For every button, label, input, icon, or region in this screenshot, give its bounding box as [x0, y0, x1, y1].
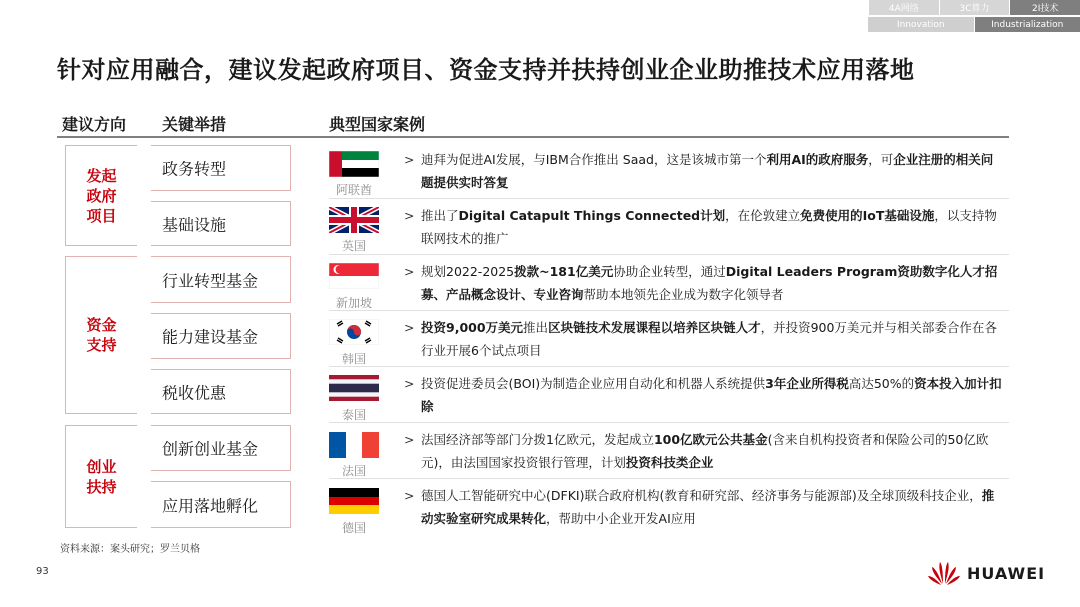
france-flag-icon [329, 432, 379, 458]
case-segment: 迪拜为促进AI发展，与IBM合作推出 Saad，这是该城市第一个 [421, 152, 767, 167]
uae-flag-icon [329, 151, 379, 177]
header-rule [57, 136, 1009, 138]
case-highlight: 拨款~181亿美元 [514, 264, 614, 279]
case-highlight: 3年企业所得税 [765, 376, 849, 391]
measure-label: 行业转型基金 [162, 271, 259, 290]
case-text: > 推出了Digital Catapult Things Connected计划，在伦敦建立免费使用的IoT基础设施，以支持物联网技术的推广 [404, 208, 997, 246]
uk-flag-icon [329, 207, 379, 233]
measure-row [151, 313, 291, 359]
row-divider [329, 422, 1009, 423]
case-highlight: 100亿欧元公共基金 [653, 432, 768, 447]
case-segment: ，在伦敦建立 [725, 208, 801, 223]
case-text: > 投资9,000万美元推出区块链技术发展课程以培养区块链人才，并投资900万美元并与相关部委合作在各行业开展6个试点项目 [404, 320, 997, 358]
measure-row [151, 145, 291, 191]
group-startup-support [65, 425, 137, 528]
case-segment: 投资促进委员会(BOI)为制造企业应用自动化和机器人系统提供 [421, 376, 766, 391]
country-label: 泰国 [341, 408, 366, 422]
case-highlight: 投资科技类企业 [625, 455, 714, 470]
case-segment: 德国人工智能研究中心(DFKI)联合政府机构(教育和研究部、经济事务与能源部)及全球顶级科技企业， [421, 488, 982, 503]
row-divider [329, 478, 1009, 479]
case-segment: 法国经济部等部门分拨1亿欧元，发起成立 [421, 432, 654, 447]
tab-3c-compute[interactable]: 3C算力 [940, 0, 1010, 15]
group-government-projects [65, 145, 137, 246]
case-highlight: 资本投入加计扣除 [421, 376, 1002, 414]
case-segment: ，并投资900万美元并与相关部委合作在各行业开展6个试点项目 [421, 320, 997, 358]
country-label: 新加坡 [335, 296, 372, 310]
measure-label: 政务转型 [162, 159, 227, 179]
row-divider [329, 254, 1009, 255]
case-highlight: 免费使用的IoT基础设施 [800, 208, 935, 223]
measure-row [151, 256, 291, 303]
case-highlight: 推动实验室研究成果转化 [421, 488, 995, 526]
case-text: > 规划2022-2025拨款~181亿美元协助企业转型，通过Digital Leaders Program资助数字化人才招募、产品概念设计、专业咨询帮助本地领先企业成为数字化领导者 [404, 264, 998, 302]
thailand-flag-icon [329, 375, 379, 401]
huawei-logo [927, 560, 1045, 586]
korea-flag-icon [329, 319, 379, 345]
page-number: 93 [36, 566, 49, 577]
source-note: 资料来源：案头研究；罗兰贝格 [60, 544, 200, 555]
header-direction: 建议方向 [62, 115, 127, 134]
case-segment: 帮助本地领先企业成为数字化领导者 [583, 287, 784, 302]
case-text: > 德国人工智能研究中心(DFKI)联合政府机构(教育和研究部、经济事务与能源部)及全球顶级科技企业，推动实验室研究成果转化，帮助中小企业开发AI应用 [404, 488, 995, 526]
group-label: 发起 政府 项目 [86, 166, 117, 225]
country-label: 阿联酋 [335, 183, 372, 197]
measure-row [151, 425, 291, 471]
singapore-flag-icon [329, 263, 379, 289]
tab-innovation[interactable]: Innovation [868, 17, 974, 32]
group-funding-support [65, 256, 137, 414]
measure-row [151, 481, 291, 528]
case-text: > 迪拜为促进AI发展，与IBM合作推出 Saad，这是该城市第一个利用AI的政府服务，可企业注册的相关问题提供实时答复 [404, 152, 994, 190]
case-segment: 高达50%的 [848, 376, 915, 391]
row-divider [329, 198, 1009, 199]
header-measure: 关键举措 [162, 115, 227, 134]
measure-label: 基础设施 [162, 215, 227, 234]
huawei-petal-icon [927, 560, 961, 586]
case-segment: ，帮助中小企业开发AI应用 [546, 511, 696, 526]
measure-label: 税收优惠 [162, 383, 227, 402]
case-highlight: Digital Catapult Things Connected计划 [458, 208, 726, 223]
group-label: 创业 扶持 [86, 457, 117, 496]
country-label: 德国 [341, 521, 366, 535]
measure-row [151, 201, 291, 246]
header-case: 典型国家案例 [329, 115, 426, 134]
country-label: 法国 [341, 464, 366, 478]
case-text: > 投资促进委员会(BOI)为制造企业应用自动化和机器人系统提供3年企业所得税高达50%的资本投入加计扣除 [404, 376, 1002, 414]
page-title: 针对应用融合，建议发起政府项目、资金支持并扶持创业企业助推技术应用落地 [57, 56, 915, 84]
measure-label: 应用落地孵化 [162, 496, 259, 515]
case-highlight: 利用AI的政府服务 [766, 152, 869, 167]
case-segment: 协助企业转型，通过 [613, 264, 726, 279]
measure-row [151, 369, 291, 414]
country-label: 英国 [341, 239, 366, 253]
measure-label: 能力建设基金 [162, 327, 259, 347]
logo-text: HUAWEI [967, 563, 1046, 583]
case-segment: ，以支持物联网技术的推广 [421, 208, 997, 246]
germany-flag-icon [329, 488, 379, 514]
case-highlight: 投资9,000万美元 [421, 320, 524, 335]
case-text: > 法国经济部等部门分拨1亿欧元，发起成立100亿欧元公共基金(含来自机构投资者和保险公司的50亿欧元)，由法国国家投资银行管理，计划投资科技类企业 [404, 432, 989, 470]
section-nav [868, 0, 1080, 32]
tab-industrialization[interactable]: Industrialization [975, 17, 1080, 32]
case-highlight: 区块链技术发展课程以培养区块链人才 [548, 320, 761, 335]
tab-2i-tech[interactable]: 2I技术 [1010, 0, 1080, 15]
tab-4a-network[interactable]: 4A网络 [869, 0, 939, 15]
case-segment: 推出 [523, 320, 549, 335]
case-segment: 规划2022-2025 [421, 264, 515, 279]
row-divider [329, 310, 1009, 311]
measure-label: 创新创业基金 [162, 439, 259, 459]
country-label: 韩国 [341, 352, 366, 366]
row-divider [329, 366, 1009, 367]
case-highlight: 企业注册的相关问题提供实时答复 [421, 152, 994, 190]
group-label: 资金 支持 [86, 316, 117, 354]
case-highlight: Digital Leaders Program资助数字化人才招募、产品概念设计、专业咨询 [421, 264, 998, 302]
case-segment: 推出了 [421, 208, 459, 223]
case-segment: (含来自机构投资者和保险公司的50亿欧元)，由法国国家投资银行管理，计划 [421, 432, 989, 470]
case-segment: ，可 [868, 152, 894, 167]
